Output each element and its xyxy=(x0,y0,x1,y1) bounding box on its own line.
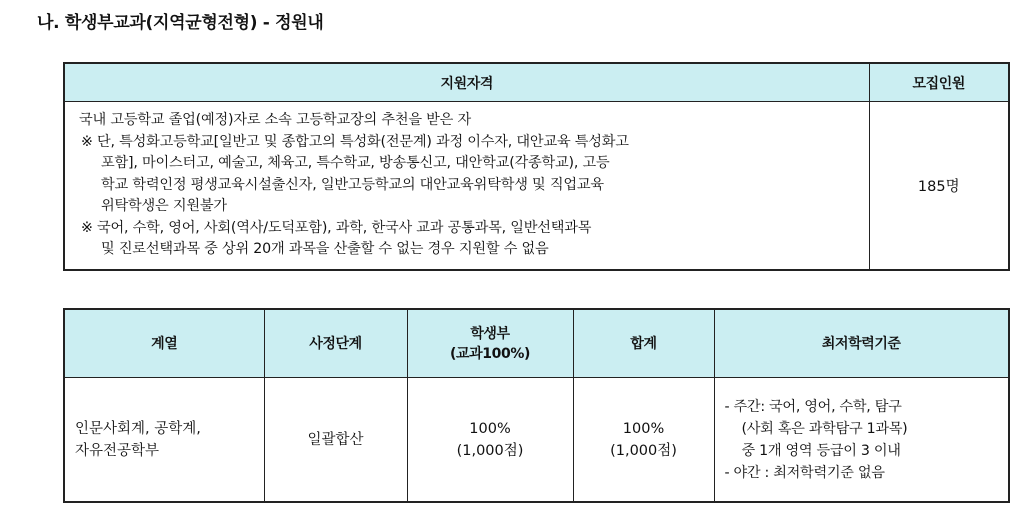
total-percent: 100% xyxy=(622,420,665,437)
total-points: (1,000점) xyxy=(610,442,677,459)
qualification-cell xyxy=(64,102,869,270)
header-qualification: 지원자격 xyxy=(64,63,869,102)
evaluation-table xyxy=(63,308,1010,503)
criteria-line: - 주간: 국어, 영어, 수학, 탐구 xyxy=(724,398,902,415)
field-line: 자유전공학부 xyxy=(75,442,160,459)
qualification-note-cont: 위탁학생은 지원불가 xyxy=(101,198,227,214)
header-field: 계열 xyxy=(64,309,264,378)
stage-cell: 일괄합산 xyxy=(264,378,407,503)
field-line: 인문사회계, 공학계, xyxy=(75,420,201,437)
criteria-line: (사회 혹은 과학탐구 1과목) xyxy=(741,420,908,437)
header-record-line1: 학생부 xyxy=(470,325,510,342)
section-title: 나. 학생부교과(지역균형전형) - 정원내 xyxy=(37,13,324,33)
header-record-line2: (교과100%) xyxy=(450,345,530,362)
field-cell xyxy=(64,378,264,503)
header-record xyxy=(407,309,573,378)
header-quota: 모집인원 xyxy=(869,63,1009,102)
record-percent: 100% xyxy=(469,420,511,437)
record-points: (1,000점) xyxy=(456,442,524,459)
header-min-standard: 최저학력기준 xyxy=(714,309,1009,378)
header-total: 합계 xyxy=(573,309,714,378)
qualification-line: 국내 고등학교 졸업(예정)자로 소속 고등학교장의 추천을 받은 자 xyxy=(79,112,471,128)
qualification-note-cont: 및 진로선택과목 중 상위 20개 과목을 산출할 수 없는 경우 지원할 수 없음 xyxy=(101,241,549,257)
total-cell xyxy=(573,378,714,503)
qualification-note-cont: 학교 학력인정 평생교육시설출신자, 일반고등학교의 대안교육위탁학생 및 직업교육 xyxy=(101,176,604,193)
header-stage: 사정단계 xyxy=(264,309,407,378)
qualification-note: ※ 국어, 수학, 영어, 사회(역사/도덕포함), 과학, 한국사 교과 공통과목, 일반선택과목 xyxy=(81,219,592,236)
criteria-line: - 야간 : 최저학력기준 없음 xyxy=(724,464,885,481)
eligibility-table xyxy=(63,62,1010,271)
criteria-line: 중 1개 영역 등급이 3 이내 xyxy=(741,442,901,459)
quota-value: 185명 xyxy=(869,102,1009,270)
qualification-note-cont: 포함], 마이스터고, 예술고, 체육고, 특수학교, 방송통신고, 대안학교(각종학교), 고등 xyxy=(101,155,610,171)
record-cell xyxy=(407,378,573,503)
min-standard-cell xyxy=(714,378,1009,503)
qualification-note: ※ 단, 특성화고등학교[일반고 및 종합고의 특성화(전문계) 과정 이수자, 대안교육 특성화고 xyxy=(81,133,629,150)
